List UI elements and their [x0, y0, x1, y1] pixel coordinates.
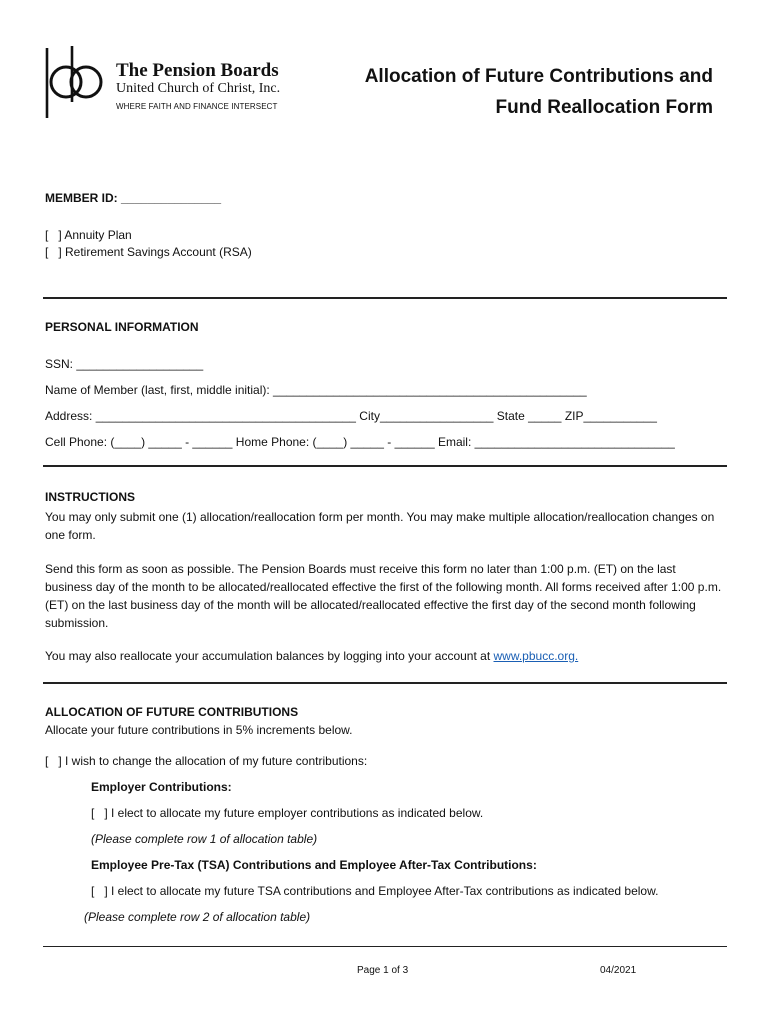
logo [42, 44, 292, 122]
org-subtitle: United Church of Christ, Inc. [116, 81, 281, 96]
pbucc-link[interactable]: www.pbucc.org. [493, 649, 579, 663]
form-title-line1: Allocation of Future Contributions and [364, 66, 713, 87]
allocation-subheading: Allocate your future contributions in 5% increments below. [45, 723, 353, 737]
page-number: Page 1 of 3 [357, 965, 409, 976]
org-tagline: WHERE FAITH AND FINANCE INTERSECT [116, 102, 278, 111]
instructions-paragraph: Send this form as soon as possible. The Pension Boards must receive this form no later than 1:00 p.m. (ET) on the last business day of the month to be allocated/reallocated effective the first of the following month. All forms received after 1:00 p.m. (ET) on the last business day of the month will be allocated/reallocated effective the first day of the second month following submission. [45, 562, 722, 630]
member-id-field[interactable]: MEMBER ID: _______________ [45, 191, 222, 205]
section-divider [43, 465, 727, 467]
ssn-field[interactable]: SSN: ___________________ [45, 357, 204, 371]
employer-elect-checkbox[interactable]: [ ] I elect to allocate my future employer contributions as indicated below. [91, 806, 484, 820]
employer-contributions-heading: Employer Contributions: [91, 780, 232, 794]
pension-boards-logo-icon [42, 44, 108, 122]
form-title [365, 61, 713, 123]
annuity-plan-checkbox[interactable]: [ ] Annuity Plan [45, 228, 132, 242]
form-date: 04/2021 [600, 965, 637, 976]
phone-email-field[interactable]: Cell Phone: (____) _____ - ______ Home Phone: (____) _____ - ______ Email: ______________________________ [45, 435, 675, 449]
section-divider [43, 682, 727, 684]
footer-divider [43, 946, 727, 947]
member-name-field[interactable]: Name of Member (last, first, middle initial): _______________________________________________ [45, 383, 587, 397]
change-allocation-checkbox[interactable]: [ ] I wish to change the allocation of my future contributions: [45, 754, 368, 768]
personal-info-heading: PERSONAL INFORMATION [45, 320, 199, 334]
rsa-checkbox[interactable]: [ ] Retirement Savings Account (RSA) [45, 245, 252, 259]
address-field[interactable]: Address: _______________________________________ City_________________ State _____ ZIP___________ [45, 409, 657, 423]
instructions-paragraph [45, 648, 578, 665]
employee-elect-checkbox[interactable]: [ ] I elect to allocate my future TSA contributions and Employee After-Tax contributions as indicated below. [91, 884, 659, 898]
section-divider [43, 297, 727, 299]
org-name: The Pension Boards [116, 60, 279, 81]
employer-note: (Please complete row 1 of allocation table) [91, 832, 318, 846]
instructions-heading: INSTRUCTIONS [45, 490, 135, 504]
form-title-line2: Fund Reallocation Form [495, 97, 713, 118]
instructions-paragraph: You may only submit one (1) allocation/reallocation form per month. You may make multiple allocation/reallocation changes on one form. [45, 510, 715, 542]
employee-note: (Please complete row 2 of allocation table) [84, 910, 311, 924]
allocation-heading: ALLOCATION OF FUTURE CONTRIBUTIONS [45, 705, 299, 719]
employee-contributions-heading: Employee Pre-Tax (TSA) Contributions and Employee After-Tax Contributions: [91, 858, 537, 872]
reallocate-text: You may also reallocate your accumulation balances by logging into your account at [45, 649, 494, 663]
